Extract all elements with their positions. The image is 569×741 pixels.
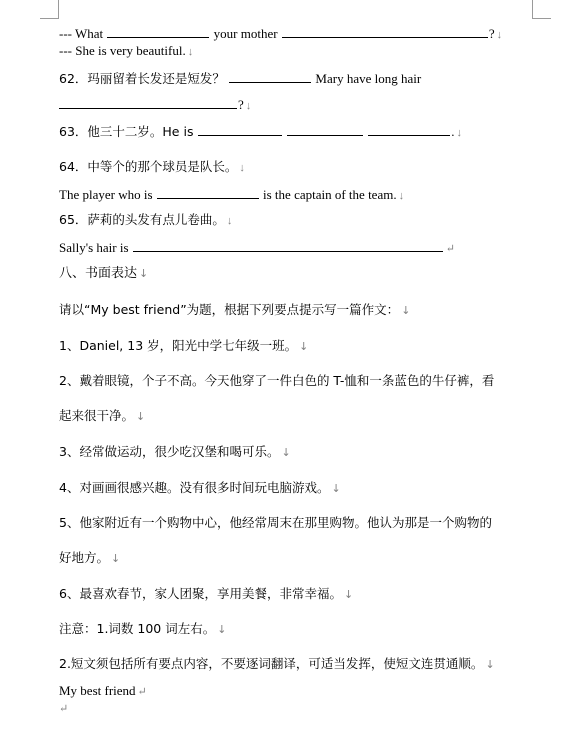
section-heading bbox=[59, 266, 148, 282]
answer-blank[interactable] bbox=[287, 123, 363, 136]
essay-title bbox=[59, 683, 147, 700]
note-text: 2.短文须包括所有要点内容，不要逐词翻译，可适当发挥，使短文连贯通顺。 bbox=[59, 656, 484, 671]
answer-blank[interactable] bbox=[282, 25, 488, 38]
point-2 bbox=[59, 373, 494, 389]
paragraph-mark: ↵ bbox=[445, 243, 455, 255]
text: ? bbox=[238, 97, 244, 112]
question-63 bbox=[59, 123, 462, 141]
text: --- What bbox=[59, 26, 104, 41]
paragraph-mark: ↓ bbox=[496, 29, 503, 41]
paragraph-mark: ↓ bbox=[187, 46, 194, 58]
paragraph-mark: ↵ bbox=[137, 686, 147, 698]
question-64 bbox=[59, 159, 245, 176]
point-text: 起来很干净。 bbox=[59, 408, 135, 423]
point-text: 6、最喜欢春节，家人团聚，享用美餐，非常幸福。 bbox=[59, 586, 342, 601]
question-text: 63．他三十二岁。He is bbox=[59, 124, 194, 139]
paragraph-mark: ↓ bbox=[343, 588, 354, 601]
point-text: 4、对画画很感兴趣。没有很多时间玩电脑游戏。 bbox=[59, 480, 330, 495]
paragraph-mark: ↓ bbox=[239, 162, 245, 174]
paragraph-mark: ↓ bbox=[136, 410, 146, 423]
point-6 bbox=[59, 586, 353, 603]
point-text: 2、戴着眼镜，个子不高。今天他穿了一件白色的 T-恤和一条蓝色的牛仔裤，看 bbox=[59, 373, 495, 388]
paragraph-mark: ↓ bbox=[245, 100, 252, 112]
paragraph-mark: ↓ bbox=[331, 482, 341, 495]
answer-blank[interactable] bbox=[107, 25, 209, 38]
crop-mark-top-right bbox=[532, 0, 551, 19]
question-64-sentence bbox=[59, 186, 404, 204]
question-62-continuation bbox=[59, 96, 251, 114]
point-5 bbox=[59, 515, 492, 531]
crop-mark-top-left bbox=[40, 0, 59, 19]
prompt-text: 请以“My best friend”为题，根据下列要点提示写一篇作文： bbox=[59, 302, 400, 317]
text: --- She is very beautiful. bbox=[59, 43, 186, 58]
text: ? bbox=[488, 26, 495, 41]
point-text: 3、经常做运动，很少吃汉堡和喝可乐。 bbox=[59, 444, 280, 459]
text: is the captain of the team. bbox=[263, 187, 397, 202]
paragraph-mark: ↓ bbox=[139, 267, 149, 280]
question-text: 65．萨莉的头发有点儿卷曲。 bbox=[59, 212, 225, 227]
point-5-continuation bbox=[59, 550, 120, 567]
point-1 bbox=[59, 338, 308, 355]
note-2 bbox=[59, 656, 495, 673]
point-2-continuation bbox=[59, 408, 145, 425]
note-text: 注意：1.词数 100 词左右。 bbox=[59, 621, 216, 636]
paragraph-mark: ↓ bbox=[217, 623, 227, 636]
question-text: 62．玛丽留着长发还是短发？ bbox=[59, 71, 225, 86]
question-62 bbox=[59, 70, 421, 87]
text: Sally's hair is bbox=[59, 240, 129, 255]
paragraph-mark: ↓ bbox=[456, 127, 462, 139]
answer-blank[interactable] bbox=[157, 186, 259, 199]
paragraph-mark: ↵ bbox=[59, 703, 69, 715]
writing-prompt bbox=[59, 302, 410, 319]
point-text: 1、Daniel, 13 岁，阳光中学七年级一班。 bbox=[59, 338, 298, 353]
answer-blank[interactable] bbox=[133, 239, 443, 252]
point-3 bbox=[59, 444, 291, 461]
question-65-sentence bbox=[59, 239, 455, 257]
paragraph-mark: ↓ bbox=[398, 190, 405, 202]
paragraph-mark: ↓ bbox=[281, 446, 291, 459]
answer-blank[interactable] bbox=[229, 70, 311, 83]
dialog-question-line bbox=[59, 25, 502, 43]
dialog-answer-line bbox=[59, 43, 193, 60]
paragraph-mark: ↓ bbox=[111, 552, 121, 565]
point-4 bbox=[59, 480, 341, 497]
question-text: 64．中等个的那个球员是队长。 bbox=[59, 159, 238, 174]
text: Mary have long hair bbox=[315, 71, 422, 86]
question-65 bbox=[59, 212, 232, 229]
paragraph-mark: ↓ bbox=[485, 658, 495, 671]
paragraph-mark: ↓ bbox=[401, 304, 411, 317]
point-text: 5、他家附近有一个购物中心，他经常周末在那里购物。他认为那是一个购物的 bbox=[59, 515, 492, 530]
answer-blank[interactable] bbox=[198, 123, 282, 136]
text: your mother bbox=[213, 26, 278, 41]
text: The player who is bbox=[59, 187, 153, 202]
answer-blank[interactable] bbox=[59, 96, 237, 109]
text: . bbox=[451, 124, 455, 139]
empty-paragraph[interactable] bbox=[59, 700, 68, 717]
paragraph-mark: ↓ bbox=[226, 215, 233, 227]
point-text: 好地方。 bbox=[59, 550, 110, 565]
heading-text: 八、书面表达 bbox=[59, 266, 138, 281]
answer-blank[interactable] bbox=[368, 123, 450, 136]
paragraph-mark: ↓ bbox=[299, 340, 309, 353]
title-text: My best friend bbox=[59, 683, 136, 698]
note-1 bbox=[59, 621, 226, 638]
